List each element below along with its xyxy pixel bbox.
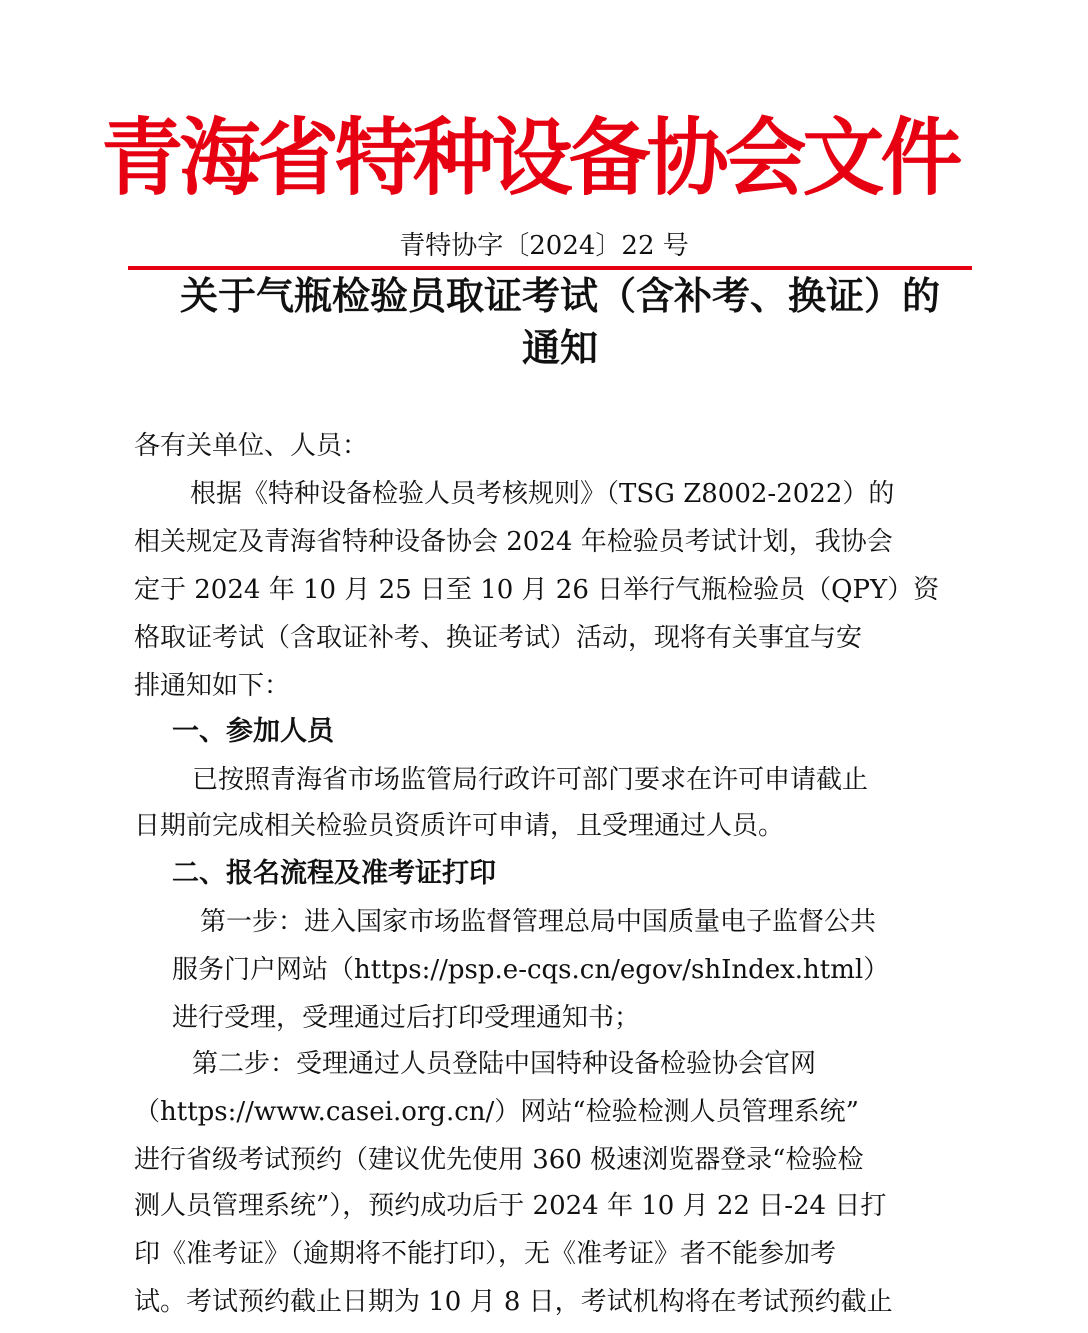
paragraph-line: 第一步：进入国家市场监督管理总局中国质量电子监督公共 (200, 907, 877, 937)
paragraph-line: 服务门户网站（https://psp.e-cqs.cn/egov/shIndex.html） (172, 955, 890, 985)
paragraph-line: （https://www.casei.org.cn/）网站“检验检测人员管理系统” (134, 1097, 859, 1127)
notice-title-line-1: 关于气瓶检验员取证考试（含补考、换证）的 (179, 274, 940, 318)
paragraph-line: 已按照青海省市场监管局行政许可部门要求在许可申请截止 (192, 765, 869, 795)
red-divider-rule (128, 266, 972, 270)
document-header-title: 青海省特种设备协会文件 (101, 109, 959, 207)
paragraph-line: 试。考试预约截止日期为 10 月 8 日，考试机构将在考试预约截止 (134, 1287, 893, 1317)
paragraph-line: 印《准考证》（逾期将不能打印），无《准考证》者不能参加考 (134, 1239, 837, 1269)
paragraph-line: 第二步：受理通过人员登陆中国特种设备检验协会官网 (192, 1049, 817, 1079)
paragraph-line: 进行受理，受理通过后打印受理通知书； (172, 1003, 641, 1033)
section-heading-registration: 二、报名流程及准考证打印 (172, 858, 496, 889)
paragraph-line: 相关规定及青海省特种设备协会 2024 年检验员考试计划，我协会 (134, 527, 893, 557)
notice-title-line-2: 通知 (521, 326, 598, 370)
paragraph-line: 定于 2024 年 10 月 25 日至 10 月 26 日举行气瓶检验员（QPY）资 (134, 575, 940, 605)
document-number: 青特协字〔2024〕22 号 (399, 231, 689, 261)
salutation: 各有关单位、人员： (134, 431, 369, 461)
paragraph-line: 测人员管理系统”），预约成功后于 2024 年 10 月 22 日-24 日打 (134, 1191, 887, 1221)
paragraph-line: 根据《特种设备检验人员考核规则》（TSG Z8002-2022）的 (190, 479, 895, 509)
paragraph-line: 格取证考试（含取证补考、换证考试）活动，现将有关事宜与安 (134, 623, 863, 653)
paragraph-line: 进行省级考试预约（建议优先使用 360 极速浏览器登录“检验检 (134, 1145, 864, 1175)
section-heading-participants: 一、参加人员 (172, 716, 334, 747)
paragraph-line: 日期前完成相关检验员资质许可申请，且受理通过人员。 (134, 811, 785, 841)
paragraph-line: 排通知如下： (134, 671, 291, 701)
